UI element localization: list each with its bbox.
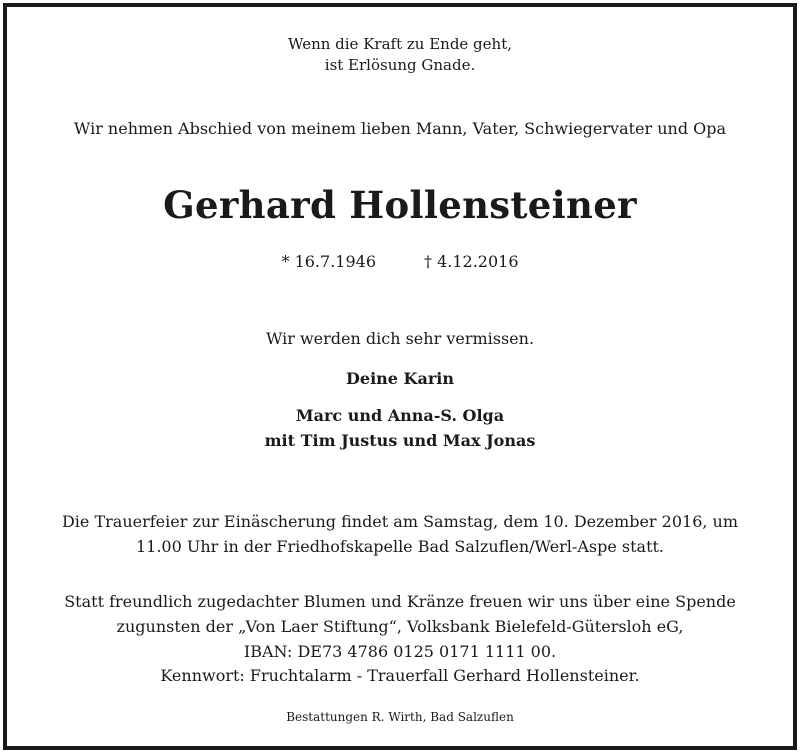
- deceased-name: Gerhard Hollensteiner: [163, 183, 637, 227]
- mourner-spouse: Deine Karin: [346, 369, 454, 388]
- donation-line-3: IBAN: DE73 4786 0125 0171 1111 00.: [243, 642, 557, 661]
- donation-line-2: zugunsten der „Von Laer Stiftung“, Volksbank Bielefeld-Gütersloh eG,: [116, 617, 684, 636]
- funeral-line-1: Die Trauerfeier zur Einäscherung findet am Samstag, dem 10. Dezember 2016, um: [61, 512, 739, 531]
- death-date: † 4.12.2016: [424, 252, 519, 271]
- motto-line-1: Wenn die Kraft zu Ende geht,: [288, 35, 512, 53]
- undertaker-credit: Bestattungen R. Wirth, Bad Salzuflen: [286, 710, 514, 724]
- life-dates: [0, 252, 800, 271]
- donation-line-4: Kennwort: Fruchtalarm - Trauerfall Gerhard Hollensteiner.: [160, 666, 640, 685]
- donation-line-1: Statt freundlich zugedachter Blumen und Kränze freuen wir uns über eine Spende: [64, 592, 736, 611]
- funeral-line-2: 11.00 Uhr in der Friedhofskapelle Bad Salzuflen/Werl-Aspe statt.: [135, 537, 665, 556]
- mourner-children: Marc und Anna-S. Olga: [295, 406, 505, 425]
- intro-text: Wir nehmen Abschied von meinem lieben Mann, Vater, Schwiegervater und Opa: [73, 119, 727, 138]
- closing-sentence: Wir werden dich sehr vermissen.: [265, 329, 535, 348]
- birth-date: * 16.7.1946: [281, 252, 376, 271]
- motto-line-2: ist Erlösung Gnade.: [324, 56, 476, 74]
- mourner-grandchildren: mit Tim Justus und Max Jonas: [264, 431, 536, 450]
